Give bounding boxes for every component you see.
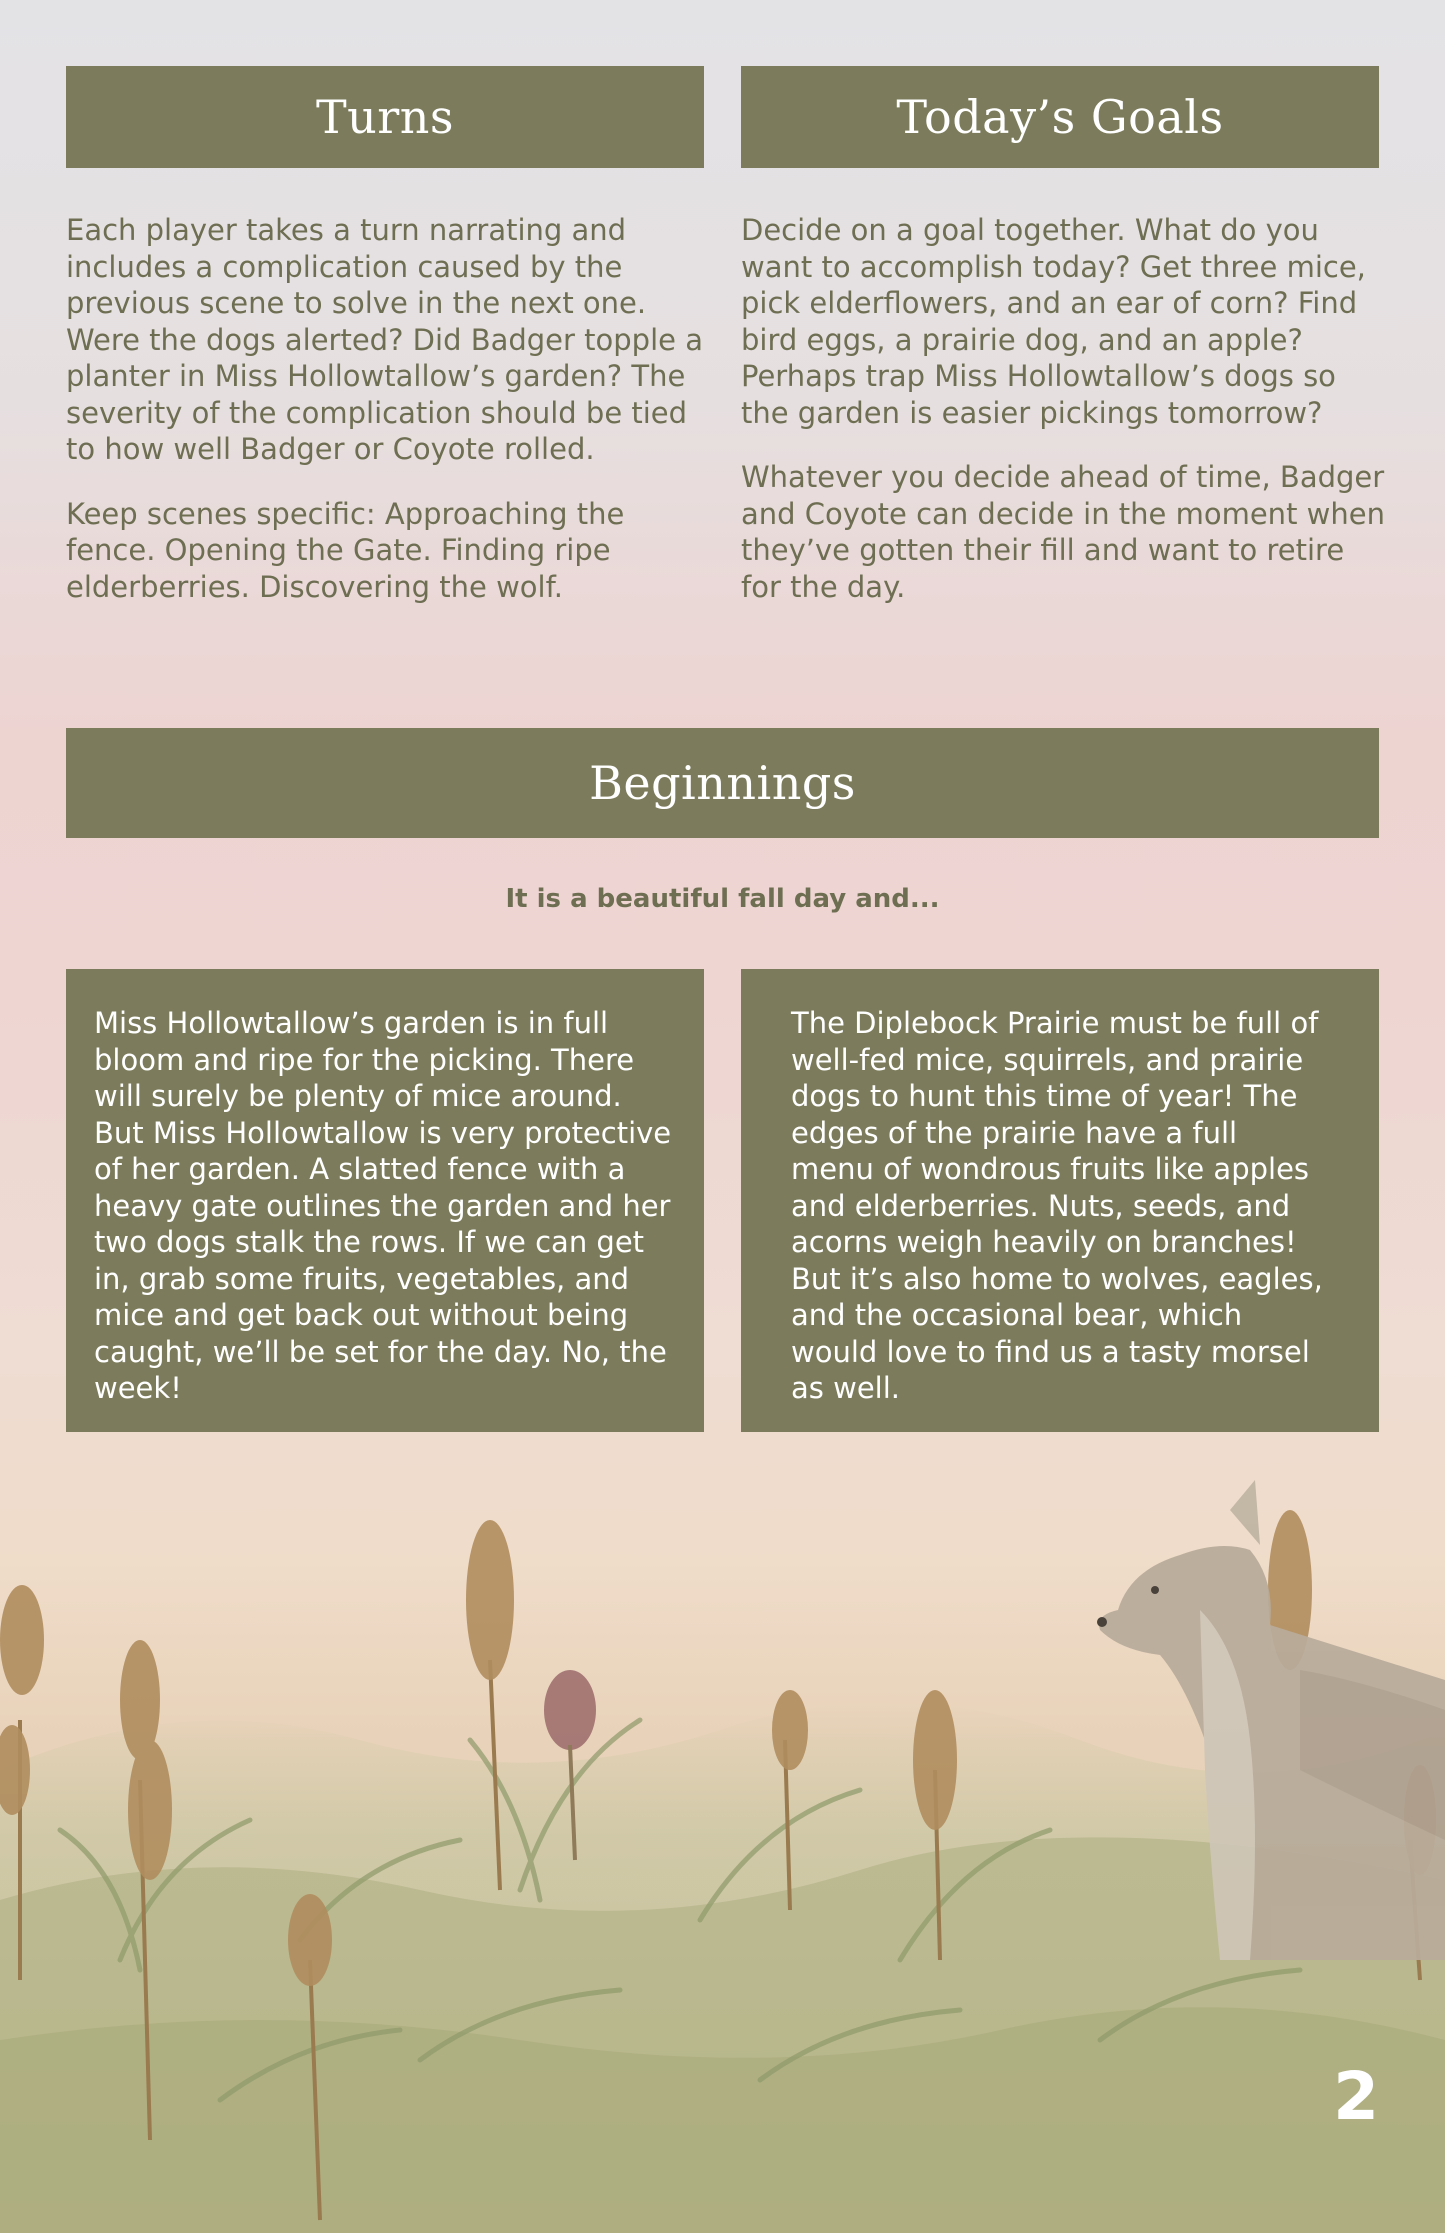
- turns-paragraph-2: Keep scenes specific: Approaching the fence. Opening the Gate. Finding ripe elderberries. Discovering the wolf.: [66, 496, 625, 604]
- goals-paragraph-2: Whatever you decide ahead of time, Badger and Coyote can decide in the moment when they’ve gotten their fill and want to retire for the day.: [741, 460, 1385, 604]
- goals-body: [741, 212, 1391, 633]
- goals-paragraph-1: Decide on a goal together. What do you want to accomplish today? Get three mice, pick elderflowers, and an ear of corn? Find bird eggs, a prairie dog, and an apple? Perhaps trap Miss Hollowtallow’s dogs so the garden is easier pickings tomorrow?: [741, 213, 1366, 430]
- garden-option-text: Miss Hollowtallow’s garden is in full bloom and ripe for the picking. There will surely be plenty of mice around. But Miss Hollowtallow is very protective of her garden. A slatted fence with a heavy gate outlines the garden and her two dogs stalk the rows. If we can get in, grab some fruits, vegetables, and mice and get back out without being caught, we’ll be set for the day. No, the week!: [94, 1006, 672, 1405]
- page-number: 2: [1333, 2058, 1379, 2135]
- turns-header: [66, 66, 704, 168]
- prairie-option-text: The Diplebock Prairie must be full of well-fed mice, squirrels, and prairie dogs to hunt this time of year! The edges of the prairie have a full menu of wondrous fruits like apples and elderberries. Nuts, seeds, and acorns weigh heavily on branches! But it’s also home to wolves, eagles, and the occasional bear, which would love to find us a tasty morsel as well.: [791, 1006, 1323, 1405]
- turns-title: Turns: [315, 90, 455, 144]
- beginnings-title: Beginnings: [589, 756, 856, 810]
- goals-header: [741, 66, 1379, 168]
- beginnings-tagline: It is a beautiful fall day and...: [505, 884, 940, 914]
- beginnings-header: [66, 728, 1379, 838]
- goals-title: Today’s Goals: [896, 90, 1224, 144]
- turns-body: [66, 212, 716, 633]
- prairie-illustration: [0, 1440, 1445, 2233]
- garden-option-box: [66, 969, 704, 1432]
- prairie-option-box: [741, 969, 1379, 1432]
- turns-paragraph-1: Each player takes a turn narrating and includes a complication caused by the previous scene to solve in the next one. Were the dogs alerted? Did Badger topple a planter in Miss Hollowtallow’s garden? The severity of the complication should be tied to how well Badger or Coyote rolled.: [66, 213, 703, 466]
